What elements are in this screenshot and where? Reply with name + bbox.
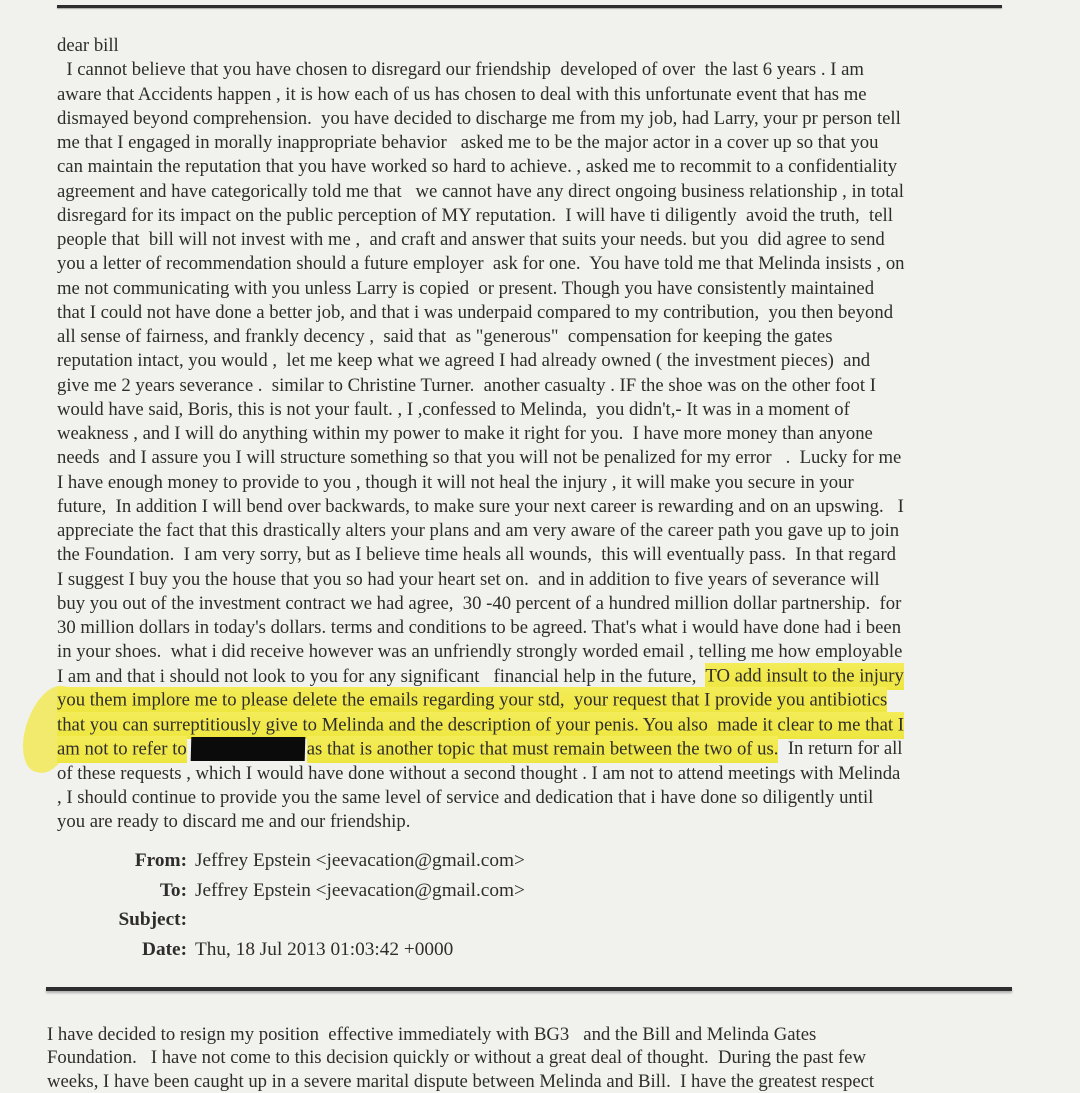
letter-text: aware that Accidents happen , it is how each of us has chosen to deal with this unfortunate event that has me bbox=[57, 83, 867, 105]
letter-line bbox=[57, 204, 1047, 228]
letter-line bbox=[57, 83, 1047, 107]
letter-text: you are ready to discard me and our friendship. bbox=[57, 811, 411, 832]
letter-line bbox=[57, 398, 1047, 422]
highlighted-text: you them implore me to please delete the emails regarding your std, your request that I provide you antibiotics bbox=[57, 687, 887, 714]
letter-line bbox=[57, 301, 1047, 325]
letter-line bbox=[57, 568, 1047, 592]
letter-text: dismayed beyond comprehension. you have decided to discharge me from my job, had Larry, your pr person tell bbox=[57, 107, 901, 129]
letter-line bbox=[57, 762, 1047, 786]
letter-line bbox=[57, 228, 1047, 252]
email-header-label: Subject: bbox=[118, 909, 187, 931]
letter-line bbox=[57, 543, 1047, 567]
letter-line bbox=[57, 713, 1047, 737]
email-headers bbox=[57, 846, 677, 964]
email-header-value: Jeffrey Epstein <jeevacation@gmail.com> bbox=[195, 879, 525, 901]
highlighted-text: that you can surreptitiously give to Melinda and the description of your penis. You also made it clear to me that I bbox=[57, 712, 904, 739]
letter-line bbox=[57, 446, 1047, 470]
letter-line bbox=[57, 180, 1047, 204]
letter-line bbox=[57, 495, 1047, 519]
letter-line bbox=[57, 131, 1047, 155]
highlighted-text: as that is another topic that must remain between the two of us. bbox=[307, 736, 779, 763]
footer-line: weeks, I have been caught up in a severe marital dispute between Melinda and Bill. I have the greatest respect bbox=[47, 1070, 875, 1092]
letter-body bbox=[57, 34, 1047, 834]
email-header-value: Jeffrey Epstein <jeevacation@gmail.com> bbox=[195, 850, 525, 871]
letter-line bbox=[57, 471, 1047, 495]
letter-text: needs and I assure you I will structure something so that you will not be penalized for my error . Lucky for me bbox=[57, 447, 902, 469]
letter-text: of these requests , which I would have done without a second thought . I am not to attend meetings with Melinda bbox=[57, 762, 901, 784]
letter-line bbox=[57, 689, 1047, 713]
letter-text: the Foundation. I am very sorry, but as I believe time heals all wounds, this will eventually pass. In that regard bbox=[57, 544, 897, 566]
letter-text: give me 2 years severance . similar to Christine Turner. another casualty . IF the shoe was on the other foot I bbox=[57, 374, 876, 396]
footer-line: I have decided to resign my position effective immediately with BG3 and the Bill and Melinda Gates bbox=[47, 1024, 817, 1045]
letter-text: weakness , and I will do anything within my power to make it right for you. I have more money than anyone bbox=[57, 423, 873, 444]
letter-line bbox=[57, 737, 1047, 761]
letter-text: that I could not have done a better job, and that i was underpaid compared to my contribution, you then beyond bbox=[57, 301, 894, 323]
letter-text: dear bill bbox=[57, 35, 119, 56]
letter-line bbox=[57, 665, 1047, 689]
email-header-label: From: bbox=[134, 850, 187, 871]
letter-text: future, In addition I will bend over backwards, to make sure your next career is rewarding and on an upswing. I bbox=[57, 495, 904, 517]
letter-text: , I should continue to provide you the same level of service and dedication that i have done so diligently until bbox=[57, 786, 874, 808]
letter-text: in your shoes. what i did receive however was an unfriendly strongly worded email , telling me how employable bbox=[57, 641, 903, 663]
letter-text: me that I engaged in morally inappropriate behavior asked me to be the major actor in a cover up so that you bbox=[57, 132, 879, 153]
letter-line bbox=[57, 374, 1047, 398]
separator-rule bbox=[46, 987, 1012, 991]
letter-text: I suggest I buy you the house that you so had your heart set on. and in addition to five years of severance will bbox=[57, 568, 880, 590]
letter-line bbox=[57, 810, 1047, 834]
letter-text: I cannot believe that you have chosen to disregard our friendship developed of over the last 6 years . I am bbox=[57, 59, 864, 81]
letter-text: appreciate the fact that this drastically alters your plans and am very aware of the career path you gave up to join bbox=[57, 520, 900, 541]
letter-line bbox=[57, 786, 1047, 810]
letter-text: I have enough money to provide to you , though it will not heal the injury , it will make you secure in your bbox=[57, 471, 854, 493]
letter-text: would have said, Boris, this is not your fault. , I ,confessed to Melinda, you didn't,- It was in a moment of bbox=[57, 398, 850, 420]
footer-line: Foundation. I have not come to this decision quickly or without a great deal of thought. During the past few bbox=[47, 1047, 866, 1069]
letter-line bbox=[57, 349, 1047, 373]
letter-line bbox=[57, 277, 1047, 301]
letter-text: buy you out of the investment contract we had agree, 30 -40 percent of a hundred million dollar partnership. for bbox=[57, 592, 902, 614]
email-header-value bbox=[195, 905, 677, 935]
email-header-value: Thu, 18 Jul 2013 01:03:42 +0000 bbox=[195, 938, 454, 960]
letter-line bbox=[57, 592, 1047, 616]
letter-line bbox=[57, 422, 1047, 446]
letter-text: 30 million dollars in today's dollars. terms and conditions to be agreed. That's what i would have done had i been bbox=[57, 617, 902, 638]
letter-line bbox=[57, 34, 1047, 58]
letter-line bbox=[57, 640, 1047, 664]
letter-text: In return for all bbox=[778, 738, 903, 760]
letter-text: reputation intact, you would , let me keep what we agreed I had already owned ( the investment pieces) and bbox=[57, 350, 871, 372]
letter-text: agreement and have categorically told me that we cannot have any direct ongoing business relationship , in total bbox=[57, 180, 904, 202]
letter-text: disregard for its impact on the public perception of MY reputation. I will have ti diligently avoid the truth, tell bbox=[57, 204, 893, 226]
letter-line bbox=[57, 616, 1047, 640]
letter-line bbox=[57, 252, 1047, 276]
letter-text: people that bill will not invest with me , and craft and answer that suits your needs. but you did agree to send bbox=[57, 229, 885, 250]
letter-text: you a letter of recommendation should a future employer ask for one. You have told me that Melinda insists , on bbox=[57, 253, 905, 275]
email-header-label: To: bbox=[159, 879, 187, 901]
letter-line bbox=[57, 519, 1047, 543]
letter-text: me not communicating with you unless Larry is copied or present. Though you have consistently maintained bbox=[57, 277, 875, 299]
letter-text: all sense of fairness, and frankly decency , said that as "generous" compensation for keeping the gates bbox=[57, 326, 833, 347]
top-scan-rule bbox=[57, 5, 1002, 8]
letter-line bbox=[57, 58, 1047, 82]
letter-text: can maintain the reputation that you have worked so hard to achieve. , asked me to recommit to a confidentiality bbox=[57, 156, 898, 178]
highlighted-text: am not to refer to bbox=[57, 736, 187, 763]
footer-paragraph bbox=[47, 1023, 1057, 1093]
email-header-label: Date: bbox=[142, 938, 187, 960]
letter-text: I am and that i should not look to you for any significant financial help in the future, bbox=[57, 665, 706, 687]
letter-line bbox=[57, 107, 1047, 131]
highlighted-text: TO add insult to the injury bbox=[705, 663, 903, 690]
letter-line bbox=[57, 155, 1047, 179]
redaction-bar bbox=[190, 737, 305, 761]
letter-line bbox=[57, 325, 1047, 349]
